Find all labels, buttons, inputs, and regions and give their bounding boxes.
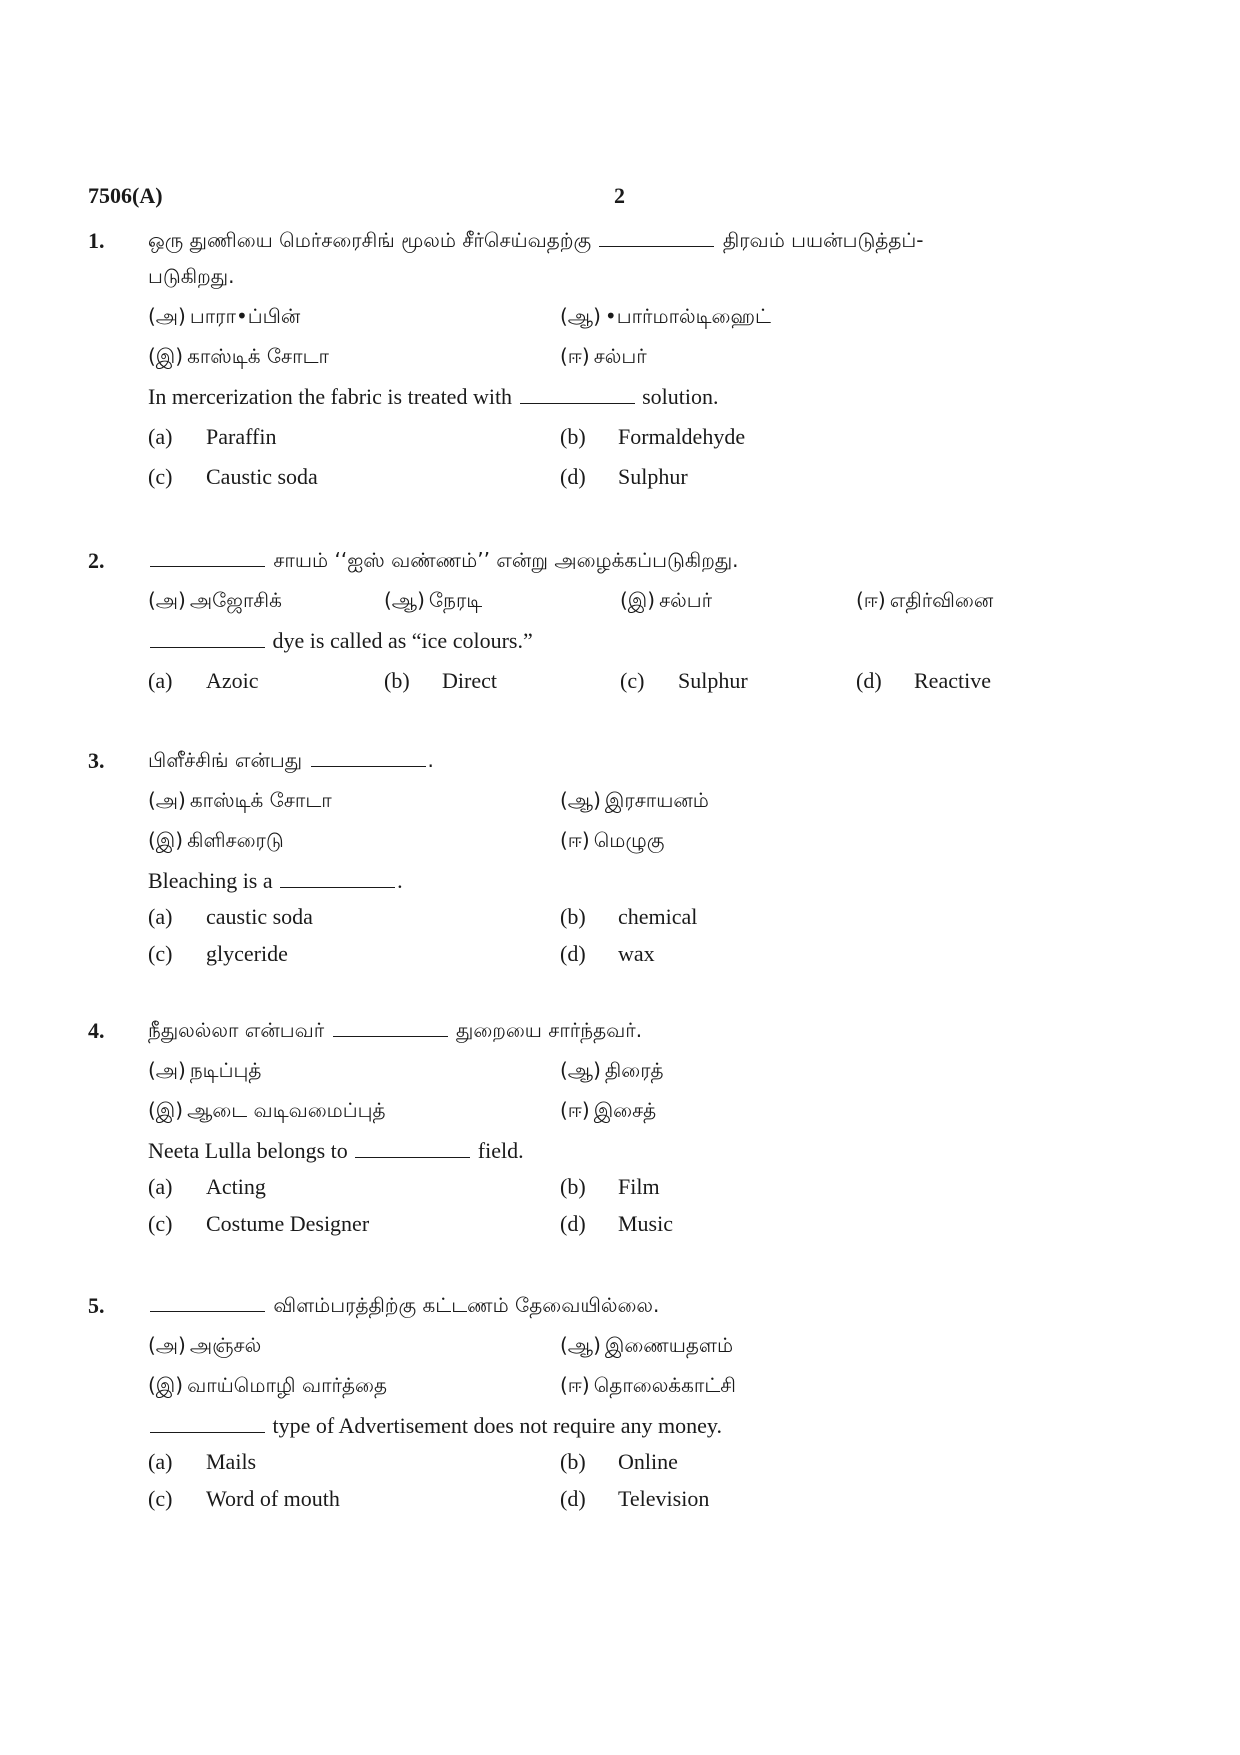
answer-blank [333,1035,448,1037]
tamil-option: (அ) பாரா•ப்பின் [148,304,301,328]
tamil-option: (அ) நடிப்புத் [148,1058,262,1082]
tamil-option: (ஈ) தொலைக்காட்சி [560,1373,736,1397]
english-option: (b) chemical [560,904,698,929]
english-option: (b) Film [560,1174,660,1199]
tamil-stem-continued: படுகிறது. [148,264,235,288]
english-option: (a) Acting [148,1174,266,1199]
tamil-option: (இ) வாய்மொழி வார்த்தை [148,1373,387,1397]
english-option: (a) Azoic [148,668,259,693]
paper-code: 7506(A) [88,183,163,208]
answer-blank [520,402,635,404]
english-option: (a) Mails [148,1449,257,1474]
tamil-option: (ஆ) இணையதளம் [560,1333,734,1357]
question-number: 3. [88,748,105,773]
answer-blank [150,1310,265,1312]
tamil-stem: ஒரு துணியை மெர்சரைசிங் மூலம் சீர்செய்வதற்கு திரவம் பயன்படுத்தப்- [148,228,924,252]
english-option: (d) Sulphur [560,464,688,489]
english-option: (d) Music [560,1211,673,1236]
english-option: (a) Paraffin [148,424,277,449]
english-option: (d) wax [560,941,655,966]
tamil-stem: நீதுலல்லா என்பவர் துறையை சார்ந்தவர். [148,1018,643,1042]
question-number: 5. [88,1293,105,1318]
english-stem: In mercerization the fabric is treated with solution. [148,384,719,409]
english-stem: dye is called as “ice colours.” [148,628,533,654]
tamil-option: (ஈ) எதிர்வினை [856,588,994,612]
tamil-stem: விளம்பரத்திற்கு கட்டணம் தேவையில்லை. [148,1293,659,1320]
tamil-option: (இ) கிளிசரைடு [148,828,284,852]
tamil-option: (இ) ஆடை வடிவமைப்புத் [148,1098,386,1122]
english-option: (d) Reactive [856,668,991,693]
english-option: (c) glyceride [148,941,288,966]
tamil-option: (அ) அஜோசிக் [148,588,282,612]
english-option: (b) Direct [384,668,497,693]
page-number: 2 [614,183,625,208]
answer-blank [150,565,265,567]
english-option: (b) Online [560,1449,678,1474]
answer-blank [280,886,395,888]
english-option: (c) Word of mouth [148,1486,340,1511]
tamil-option: (ஆ) இரசாயனம் [560,788,709,812]
page-header [88,183,1152,213]
tamil-option: (இ) சல்பர் [620,588,713,612]
english-stem: Neeta Lulla belongs to field. [148,1138,524,1163]
tamil-option: (ஈ) இசைத் [560,1098,657,1122]
english-stem: type of Advertisement does not require any money. [148,1413,722,1439]
answer-blank [599,245,714,247]
english-option: (d) Television [560,1486,710,1511]
english-stem: Bleaching is a . [148,868,403,893]
english-option: (b) Formaldehyde [560,424,746,449]
question-number: 1. [88,228,105,253]
tamil-option: (ஈ) மெழுகு [560,828,665,852]
english-option: (a) caustic soda [148,904,313,929]
english-option: (c) Caustic soda [148,464,318,489]
tamil-option: (இ) காஸ்டிக் சோடா [148,344,329,368]
tamil-option: (ஈ) சல்பர் [560,344,647,368]
english-option: (c) Costume Designer [148,1211,370,1236]
tamil-option: (அ) அஞ்சல் [148,1333,262,1357]
tamil-stem: சாயம் ‘‘ஐஸ் வண்ணம்’’ என்று அழைக்கப்படுகிறது. [148,548,739,575]
question-number: 4. [88,1018,105,1043]
tamil-stem: பிளீச்சிங் என்பது . [148,748,434,772]
answer-blank [150,646,265,648]
tamil-option: (ஆ) •பார்மால்டிஹைட் [560,304,771,328]
answer-blank [355,1156,470,1158]
answer-blank [311,765,426,767]
tamil-option: (ஆ) நேரடி [384,588,483,612]
tamil-option: (அ) காஸ்டிக் சோடா [148,788,332,812]
question-number: 2. [88,548,105,573]
english-option: (c) Sulphur [620,668,748,693]
tamil-option: (ஆ) திரைத் [560,1058,664,1082]
answer-blank [150,1431,265,1433]
